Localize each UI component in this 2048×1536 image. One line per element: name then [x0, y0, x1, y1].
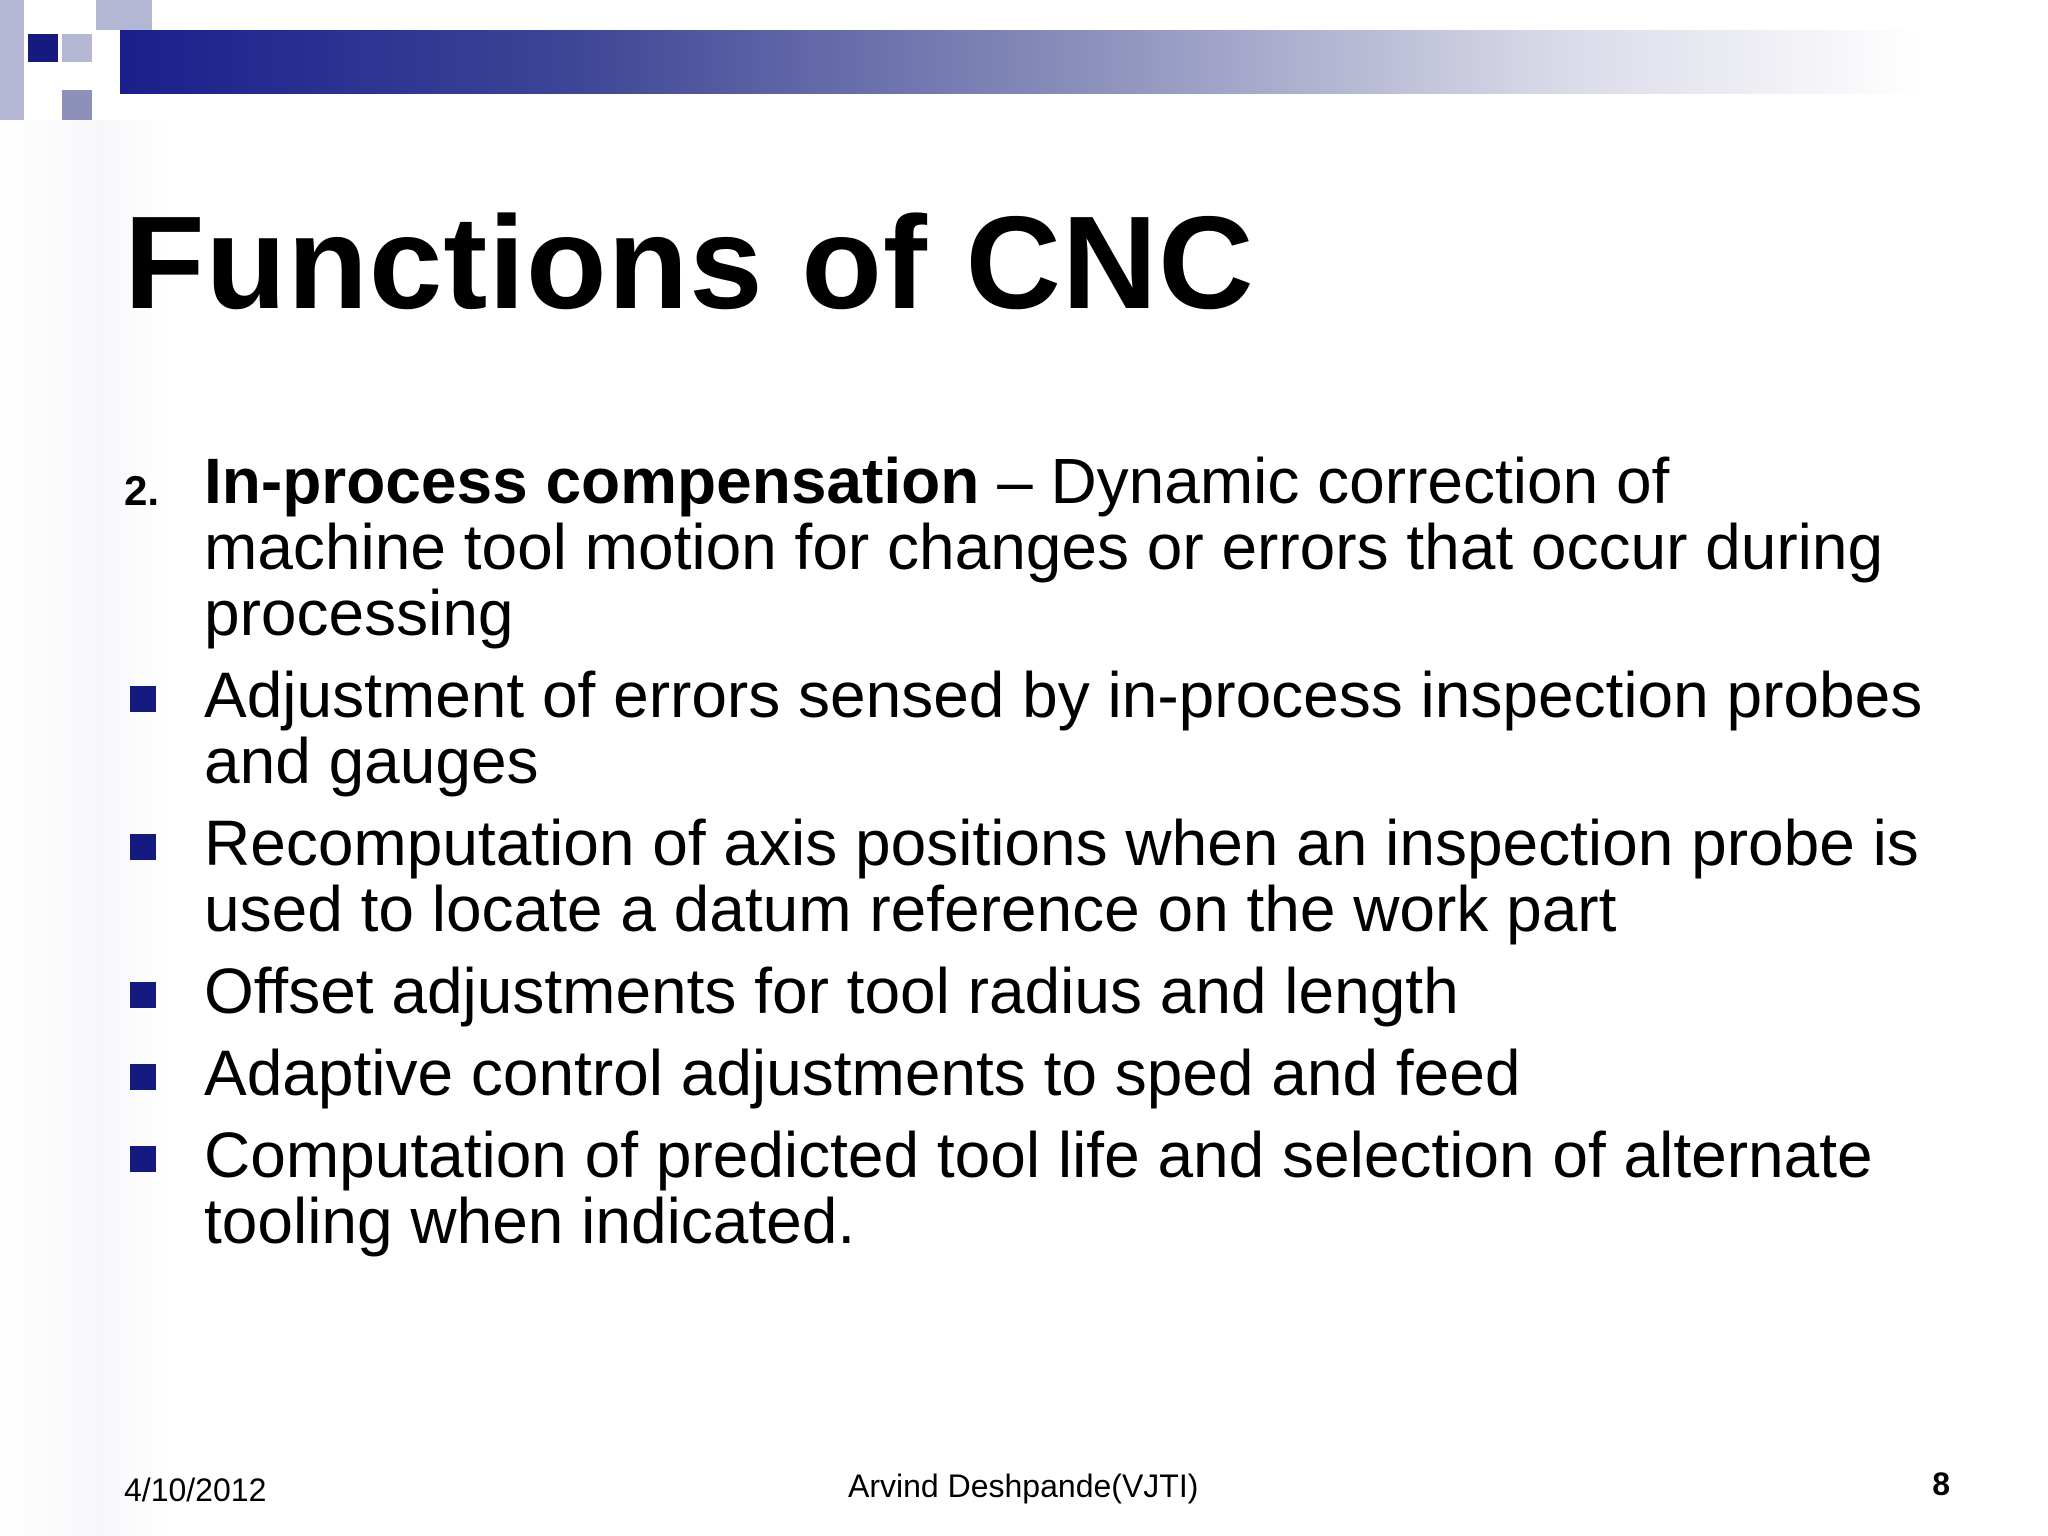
list-item-numbered: [124, 445, 1924, 649]
square-bullet-icon: [130, 686, 156, 712]
slide-title: Functions of CNC: [124, 189, 1255, 336]
list-item: [124, 807, 1924, 945]
square-bullet-icon: [130, 982, 156, 1008]
list-item: [124, 1037, 1924, 1109]
header-gradient-bar: [120, 30, 1920, 94]
list-item-text: Adjustment of errors sensed by in-process inspection probes and gauges: [204, 659, 1923, 797]
list-item-text: Adaptive control adjustments to sped and feed: [204, 1037, 1521, 1109]
footer-date: 4/10/2012: [124, 1472, 267, 1508]
header-square-mid-1: [62, 90, 92, 120]
header-square-dark-1: [28, 34, 58, 62]
square-bullet-icon: [130, 1064, 156, 1090]
square-bullet-icon: [130, 834, 156, 860]
footer-author: Arvind Deshpande(VJTI): [848, 1468, 1199, 1504]
bullet-list: [124, 445, 1924, 1270]
list-item: [124, 659, 1924, 797]
list-item-text: Offset adjustments for tool radius and length: [204, 955, 1459, 1027]
list-item-text: Computation of predicted tool life and selection of alternate tooling when indicated.: [204, 1119, 1873, 1257]
header-square-light-2: [96, 0, 152, 30]
list-number: 2.: [124, 467, 160, 514]
list-item: [124, 955, 1924, 1027]
list-item: [124, 1119, 1924, 1257]
list-item-text: Recomputation of axis positions when an inspection probe is used to locate a datum reference on the work part: [204, 807, 1919, 945]
list-item-heading: In-process compensation: [204, 445, 980, 517]
square-bullet-icon: [130, 1146, 156, 1172]
list-item-text: – Dynamic correction of machine tool motion for changes or errors that occur during processing: [204, 445, 1884, 649]
page-number: 8: [1932, 1466, 1950, 1502]
header-square-light-1: [0, 0, 24, 120]
header-square-light-3: [62, 34, 92, 62]
